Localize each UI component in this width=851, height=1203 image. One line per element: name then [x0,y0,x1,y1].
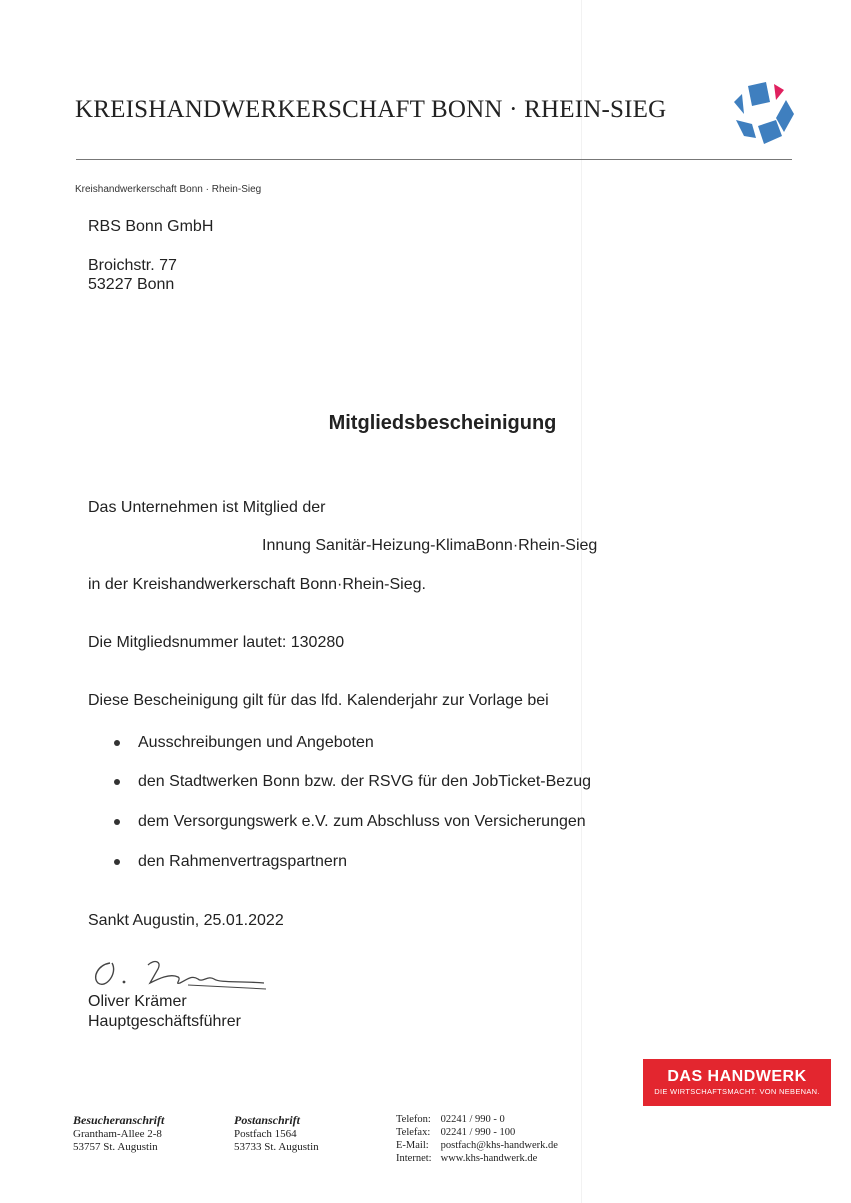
list-item: Ausschreibungen und Angeboten [112,734,374,752]
bullet-icon [114,859,120,865]
member-number: 130280 [290,634,345,651]
badge-title: DAS HANDWERK [667,1068,807,1085]
badge-slogan: DIE WIRTSCHAFTSMACHT. VON NEBENAN. [654,1087,820,1096]
recipient-city: 53227 Bonn [88,276,175,293]
scan-artifact-line [581,0,582,1203]
member-number-label: Die Mitgliedsnummer lautet: [88,634,287,651]
signer-title: Hauptgeschäftsführer [88,1013,241,1030]
das-handwerk-badge [643,1059,831,1106]
website-link[interactable]: www.khs-handwerk.de [440,1153,538,1164]
list-item: dem Versorgungswerk e.V. zum Abschluss von Versicherungen [112,813,586,831]
guild-name: Innung Sanitär-Heizung-KlimaBonn·Rhein-Sieg [262,537,598,554]
visitor-address: Besucheranschrift Grantham-Allee 2-8 53757 St. Augustin [73,1113,165,1153]
bullet-icon [114,779,120,785]
place-date: Sankt Augustin, 25.01.2022 [88,912,284,929]
email-link[interactable]: postfach@khs-handwerk.de [440,1140,558,1151]
intro-text: Das Unternehmen ist Mitglied der [88,499,326,516]
list-item: den Stadtwerken Bonn bzw. der RSVG für den JobTicket-Bezug [112,773,591,791]
organization-heading: KREISHANDWERKERSCHAFT BONN · RHEIN-SIEG [75,96,667,123]
recipient-street: Broichstr. 77 [88,257,177,274]
member-number-line [88,634,344,652]
bullet-icon [114,819,120,825]
contact-fax: Telefax: 02241 / 990 - 100 [396,1127,516,1138]
khs-hexagon-logo-icon [730,80,796,146]
postal-address: Postanschrift Postfach 1564 53733 St. Augustin [234,1113,319,1153]
list-item: den Rahmenvertragspartnern [112,853,347,871]
contact-info [396,1113,558,1165]
sender-return-line: Kreishandwerkerschaft Bonn · Rhein-Sieg [75,184,262,195]
postal-address-heading: Postanschrift [234,1113,301,1127]
header-divider [76,159,792,160]
contact-phone: Telefon: 02241 / 990 - 0 [396,1114,505,1125]
signer-name: Oliver Krämer [88,993,187,1010]
organization-membership-text: in der Kreishandwerkerschaft Bonn·Rhein-Sieg. [88,576,426,593]
recipient-name: RBS Bonn GmbH [88,218,214,235]
validity-text: Diese Bescheinigung gilt für das lfd. Kalenderjahr zur Vorlage bei [88,692,549,709]
visitor-address-heading: Besucheranschrift [73,1113,165,1127]
document-title: Mitgliedsbescheinigung [328,412,557,434]
bullet-icon [114,740,120,746]
contact-website: Internet: www.khs-handwerk.de [396,1153,538,1164]
contact-email: E-Mail: postfach@khs-handwerk.de [396,1140,558,1151]
